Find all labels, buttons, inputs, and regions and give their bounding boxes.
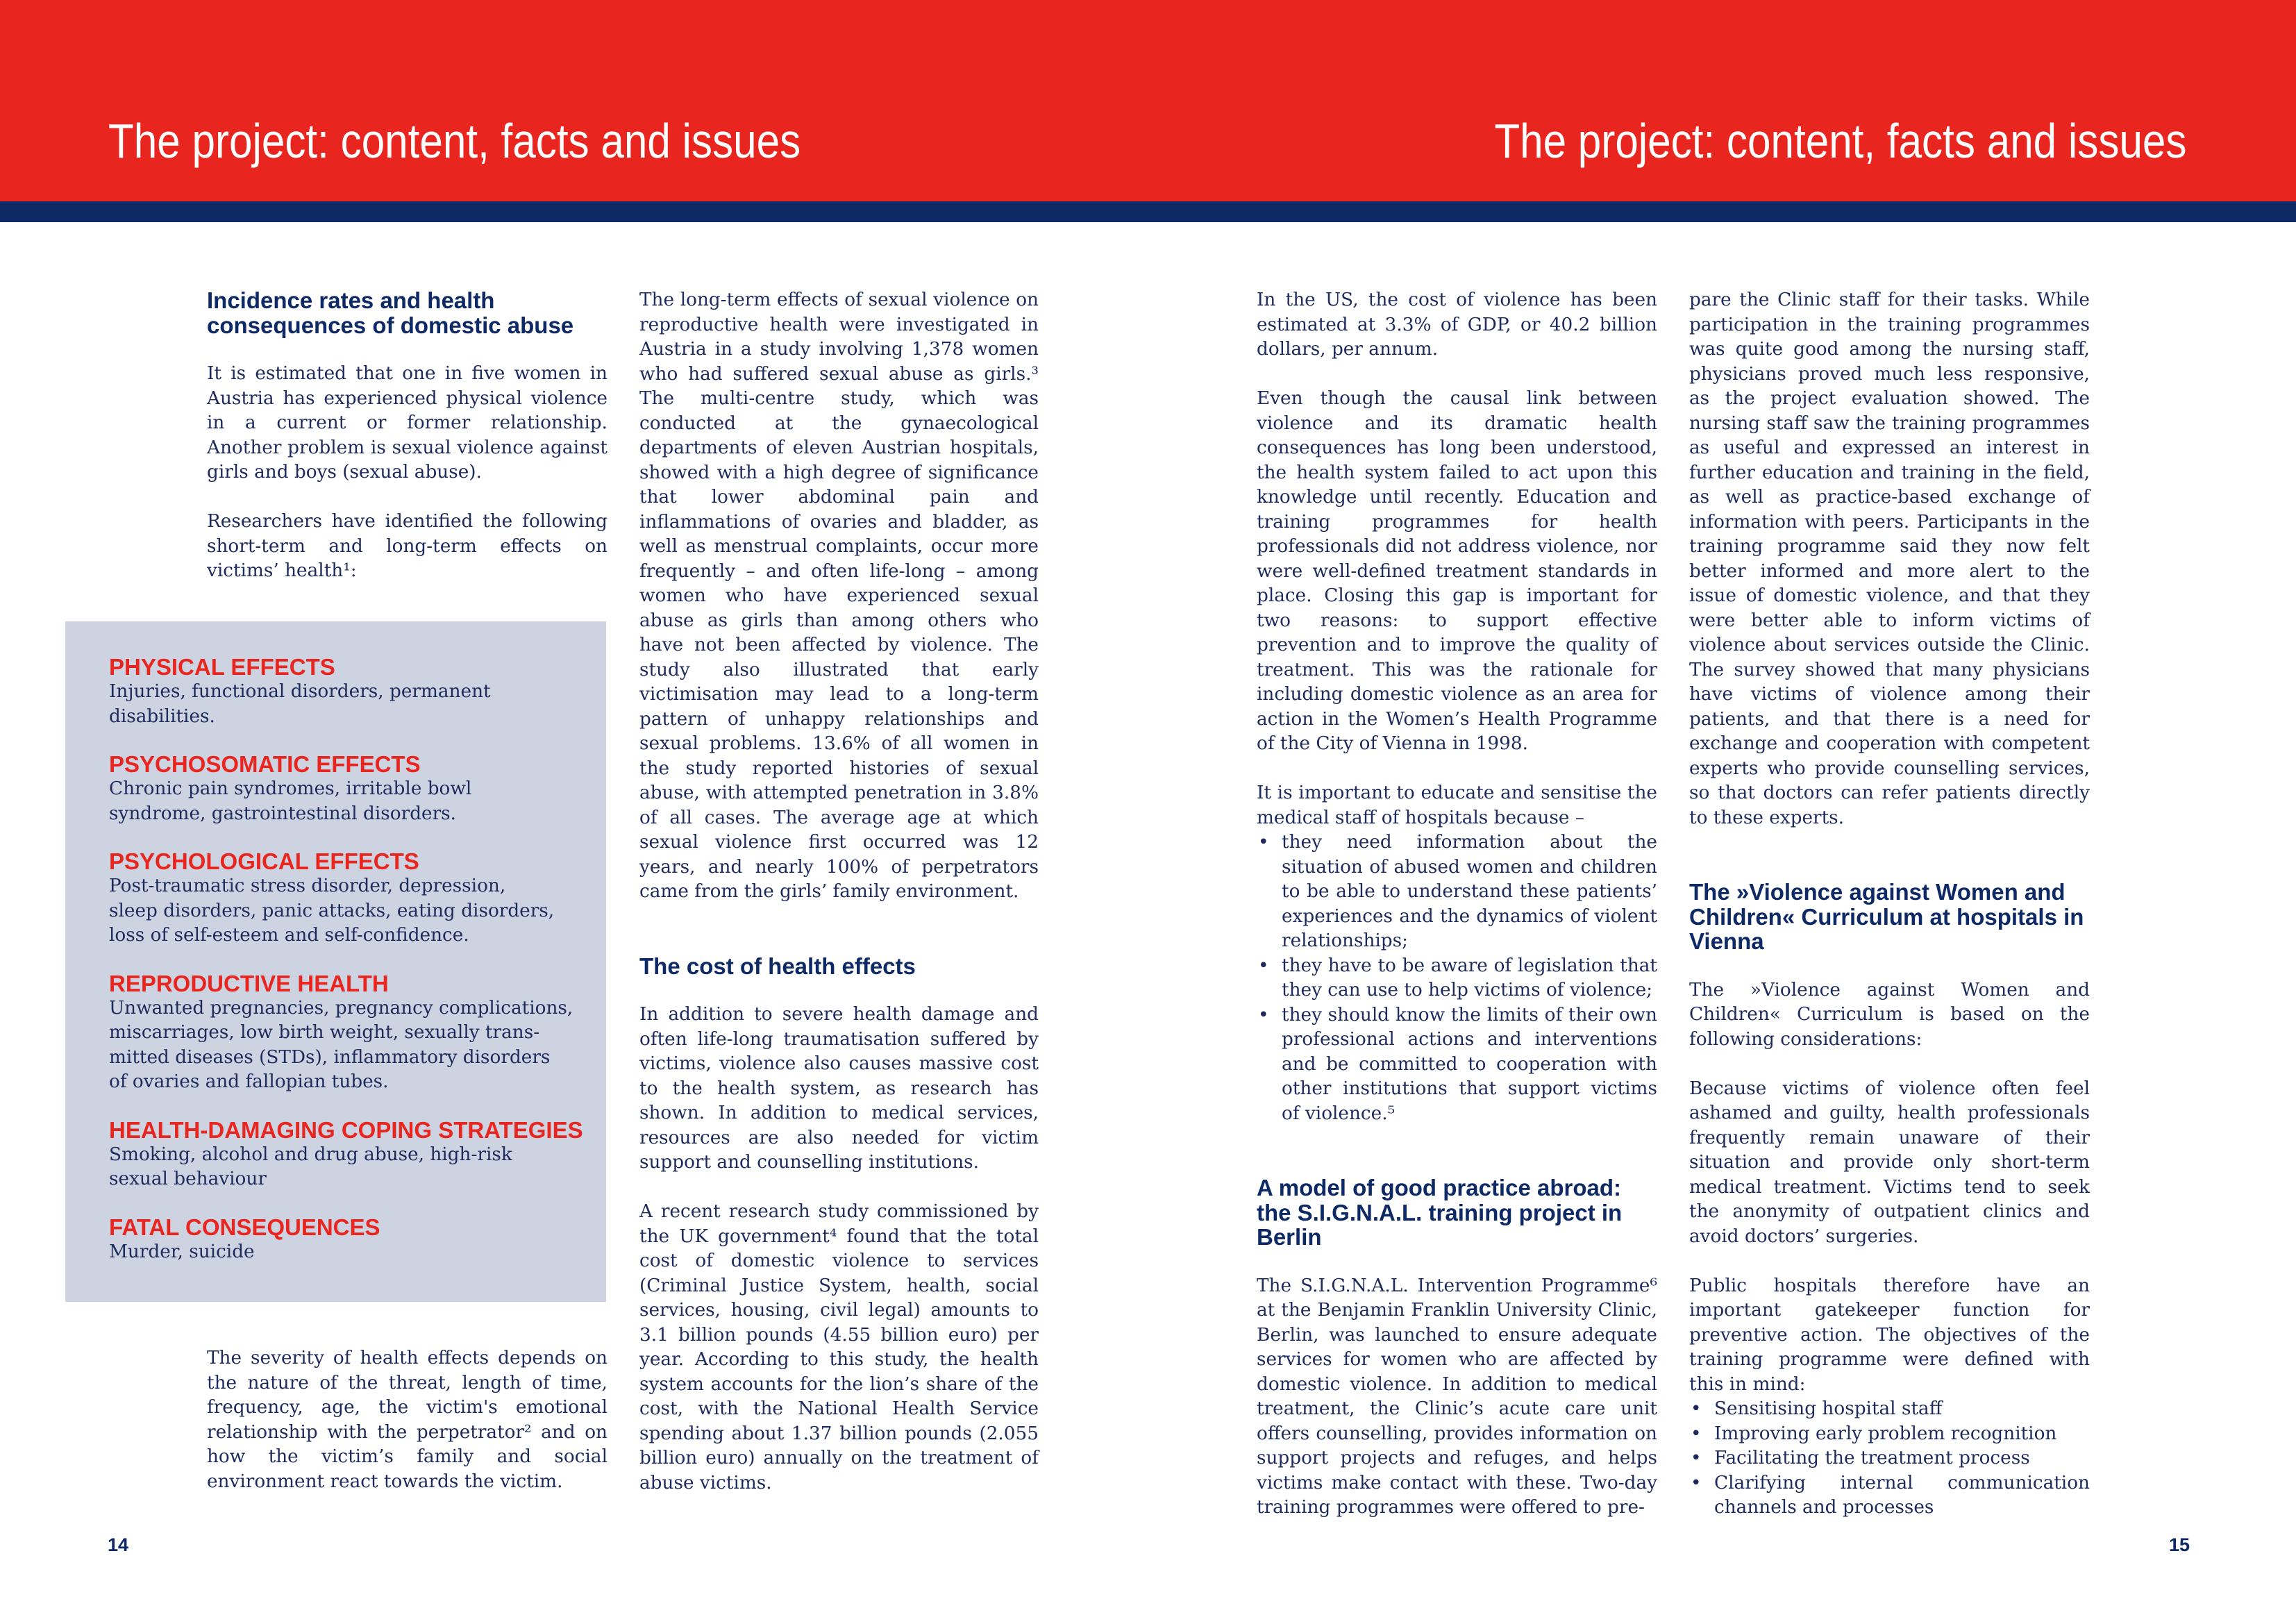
list-item: • Facilitating the treatment process	[1689, 1446, 2090, 1471]
signal-paragraph: The S.I.G.N.A.L. Intervention Programme⁶ at the Benjamin Franklin University Clinic, Berlin, was launched to ensure adequate services for women who are affected by domestic violence. In addition to medical treatment, the Clinic’s acute care unit offers counselling, provides information on support projects and refuges, and helps victims make contact with these. Two-day training programmes were offered to pre-	[1257, 1275, 1657, 1518]
list-item: • they have to be aware of legislation that they can use to help victims of violence;	[1257, 954, 1657, 1003]
left-page-title: The project: content, facts and issues	[108, 114, 801, 168]
effect-title: PHYSICAL EFFECTS	[109, 654, 335, 680]
objectives-list	[1689, 1397, 2090, 1521]
column-3	[1257, 288, 1657, 1521]
list-item: • Clarifying internal communication channels and processes	[1689, 1471, 2090, 1521]
effect-title: PSYCHOSOMATIC EFFECTS	[109, 751, 421, 777]
page-number-left: 14	[108, 1534, 129, 1555]
list-item: • they need information about the situation of abused women and children to be able to understand these patients’ experiences and the dynamics of violent relationships;	[1257, 830, 1657, 954]
effect-description: Murder, suicide	[109, 1241, 255, 1262]
header-band	[0, 0, 2296, 201]
list-item: • Improving early problem recognition	[1689, 1422, 2090, 1447]
educate-staff-paragraph: It is important to educate and sensitise the medical staff of hospitals because –	[1257, 782, 1657, 828]
effect-description: Chronic pain syndromes, irritable bowl syndrome, gastrointestinal disorders.	[109, 778, 472, 824]
gatekeeper-paragraph: Public hospitals therefore have an important gatekeeper function for preventive action. The objectives of the training programme were defined with this in mind:	[1689, 1275, 2090, 1395]
right-page-title: The project: content, facts and issues	[1494, 114, 2187, 168]
effect-description: Smoking, alcohol and drug abuse, high-risk sexual behaviour	[109, 1144, 512, 1189]
heading-vienna-curriculum: The »Violence against Women and Children« Curriculum at hospitals in Vienna	[1689, 879, 2084, 954]
causal-link-paragraph: Even though the causal link between violence and its dramatic health consequences has long been understood, the health system failed to act upon this knowledge until recently. Education and training programmes for health professionals did not address violence, nor were well-defined treatment standards in place. Closing this gap is important for two reasons: to support effective prevention and to improve the quality of treatment. This was the rationale for including domestic violence as an area for action in the Women’s Health Programme of the City of Vienna in 1998.	[1257, 388, 1657, 754]
list-item: • Sensitising hospital staff	[1689, 1397, 2090, 1422]
effects-intro-paragraph: Researchers have identified the following short-term and long-term effects on victims’ health¹:	[207, 511, 607, 581]
effect-description: Post-traumatic stress disorder, depression, sleep disorders, panic attacks, eating disorders, loss of self-esteem and self-confidence.	[109, 876, 555, 946]
cost-paragraph: In addition to severe health damage and often life-long traumatisation suffered by victims, violence also causes massive cost to the health system, as research has shown. In addition to medical services, resources are also needed for victim support and counselling institutions.	[639, 1004, 1039, 1173]
heading-cost-of-health-effects: The cost of health effects	[639, 953, 916, 979]
column-1	[207, 288, 607, 584]
list-item: • they should know the limits of their own professional actions and interventions and be committed to cooperation with other institutions that support victims of violence.⁵	[1257, 1003, 1657, 1127]
page-number-right: 15	[2169, 1534, 2190, 1555]
us-cost-paragraph: In the US, the cost of violence has been estimated at 3.3% of GDP, or 40.2 billion dollars, per annum.	[1257, 290, 1657, 360]
uk-study-paragraph: A recent research study commissioned by the UK government⁴ found that the total cost of domestic violence to services (Criminal Justice System, health, social services, housing, civil legal) amounts to 3.1 billion pounds (4.55 billion euro) per year. According to this study, the health system accounts for the lion’s share of the cost, with the National Health Service spending about 1.37 billion pounds (2.055 billion euro) annually on the treatment of abuse victims.	[639, 1201, 1039, 1493]
effect-title: REPRODUCTIVE HEALTH	[109, 970, 389, 996]
incidence-paragraph: It is estimated that one in five women in Austria has experienced physical violence in a current or former relationship. Another problem is sexual violence against girls and boys (sexual abuse).	[207, 363, 607, 483]
sexual-violence-study-paragraph: The long-term effects of sexual violence on reproductive health were investigated in Austria in a study involving 1,378 women who had suffered sexual abuse as girls.³ The multi-centre study, which was conducted at the gynaecological departments of eleven Austrian hospitals, showed with a high degree of significance that lower abdominal pain and inflammations of ovaries and bladder, as well as menstrual complaints, occur more frequently – and often life-long – among women who have experienced sexual abuse as girls than among others who have not been affected by violence. The study also illustrated that early victimisation may lead to a long-term pattern of unhappy relationships and sexual problems. 13.6% of all women in the study reported histories of sexual abuse, with attempted penetration in 3.8% of all cases. The average age at which sexual violence first occurred was 12 years, and nearly 100% of perpetrators came from the girls’ family environment.	[639, 290, 1039, 902]
effect-description: Unwanted pregnancies, pregnancy complications, miscarriages, low birth weight, sexually trans- mitted diseases (STDs), inflammatory disorders of ovaries and fallopian tubes.	[109, 997, 573, 1092]
effect-title: HEALTH-DAMAGING COPING STRATEGIES	[109, 1116, 583, 1143]
reasons-list	[1257, 830, 1657, 1126]
heading-incidence-rates: Incidence rates and health consequences of domestic abuse	[207, 287, 574, 338]
column-4	[1689, 288, 2090, 1521]
curriculum-paragraph: The »Violence against Women and Children« Curriculum is based on the following considerations:	[1689, 979, 2090, 1050]
effect-description: Injuries, functional disorders, permanent disabilities.	[109, 681, 491, 727]
effect-title: FATAL CONSEQUENCES	[109, 1214, 380, 1240]
effect-title: PSYCHOLOGICAL EFFECTS	[109, 848, 419, 874]
header-rule	[0, 201, 2296, 222]
heading-signal-project: A model of good practice abroad: the S.I.G.N.A.L. training project in Berlin	[1257, 1175, 1623, 1250]
health-effects-box	[65, 621, 606, 1302]
severity-paragraph: The severity of health effects depends on the nature of the threat, length of time, frequency, age, the victim's emotional relationship with the perpetrator² and on how the victim’s family and social environment react towards the victim.	[207, 1348, 607, 1492]
training-evaluation-paragraph: pare the Clinic staff for their tasks. While participation in the training programmes was quite good among the nursing staff, physicians proved much less responsive, as the project evaluation showed. The nursing staff saw the training programmes as useful and expressed an interest in further education and training in the field, as well as practice-based exchange of information with peers. Participants in the training programme said they now felt better informed and more alert to the issue of domestic violence, and that they were better able to inform victims of violence about services outside the Clinic. The survey showed that many physicians have victims of violence among their patients, and that there is a need for exchange and cooperation with competent experts who provide counselling services, so that doctors can refer patients directly to these experts.	[1689, 290, 2090, 828]
column-2	[639, 288, 1039, 1496]
victims-shame-paragraph: Because victims of violence often feel ashamed and guilty, health professionals frequently remain unaware of their situation and provide only short-term medical treatment. Victims tend to seek the anonymity of outpatient clinics and avoid doctors’ surgeries.	[1689, 1078, 2090, 1247]
